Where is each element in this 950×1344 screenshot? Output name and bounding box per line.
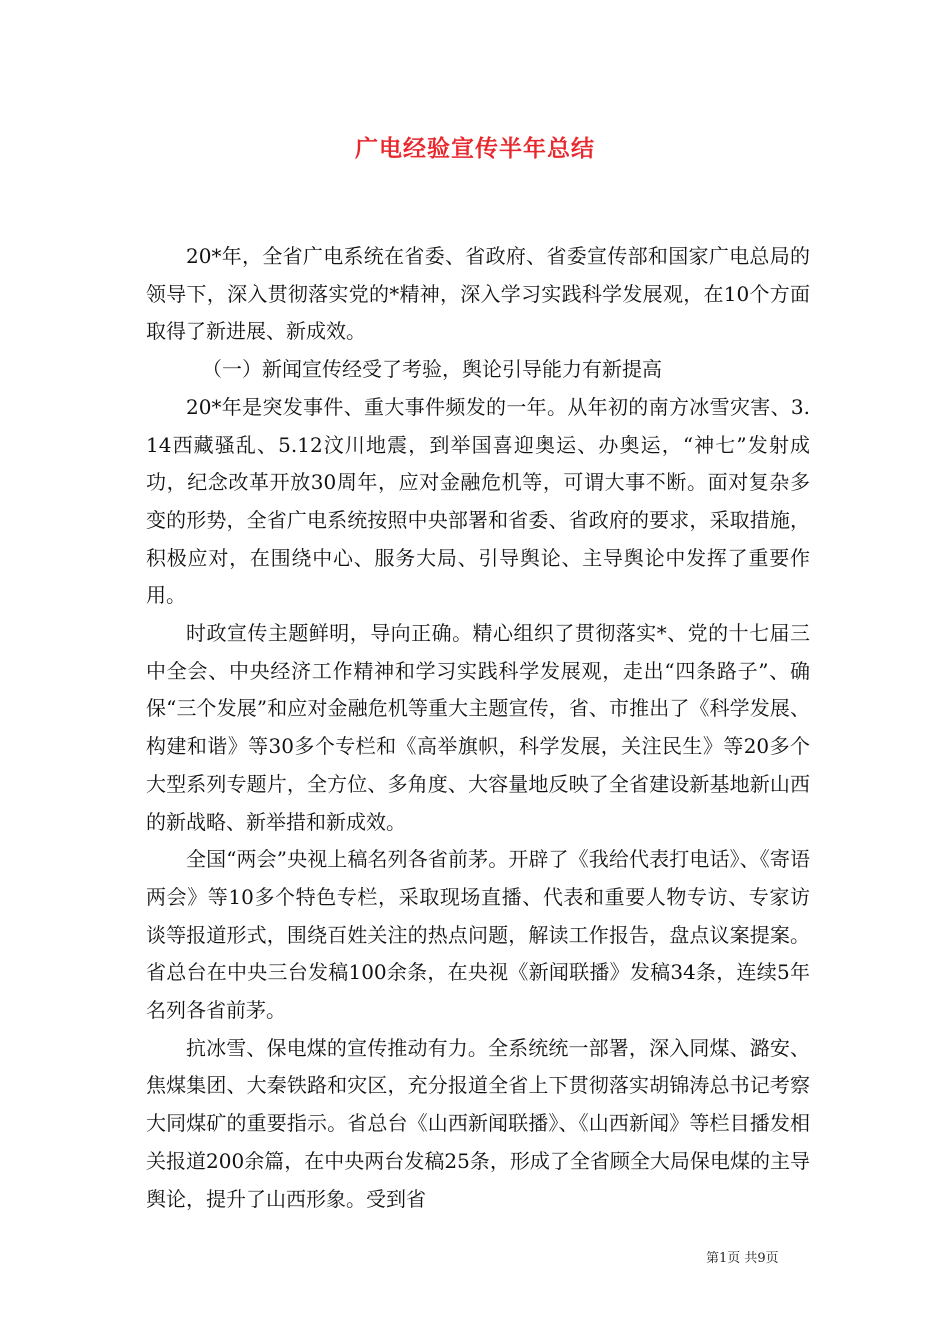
paragraph-events: 20*年是突发事件、重大事件频发的一年。从年初的南方冰雪灾害、3.14西藏骚乱、5.12汶川地震，到举国喜迎奥运、办奥运，“神七”发射成功，纪念改革开放30周年，应对金融危机等，可谓大事不断。面对复杂多变的形势，全省广电系统按照中央部署和省委、省政府的要求，采取措施，积极应对，在围绕中心、服务大局、引导舆论、主导舆论中发挥了重要作用。 xyxy=(146,394,810,608)
paragraph-two-sessions: 全国“两会”央视上稿名列各省前茅。开辟了《我给代表打电话》、《寄语两会》等10多个特色专栏，采取现场直播、代表和重要人物专访、专家访谈等报道形式，围绕百姓关注的热点问题，解读工作报告，盘点议案提案。省总台在中央三台发稿100余条，在央视《新闻联播》发稿34条，连续5年名列各省前茅。 xyxy=(146,847,810,1023)
paragraph-ice-snow: 抗冰雪、保电煤的宣传推动有力。全系统统一部署，深入同煤、潞安、焦煤集团、大秦铁路和灾区，充分报道全省上下贯彻落实胡锦涛总书记考察大同煤矿的重要指示。省总台《山西新闻联播》、《山西新闻》等栏目播发相关报道200余篇，在中央两台发稿25条，形成了全省顾全大局保电煤的主导舆论，提升了山西形象。受到省 xyxy=(146,1035,810,1211)
paragraph-political-publicity: 时政宣传主题鲜明，导向正确。精心组织了贯彻落实*、党的十七届三中全会、中央经济工作精神和学习实践科学发展观，走出“四条路子”、确保“三个发展”和应对金融危机等重大主题宣传，省、市推出了《科学发展、构建和谐》等30多个专栏和《高举旗帜，科学发展，关注民生》等20多个大型系列专题片，全方位、多角度、大容量地反映了全省建设新基地新山西的新战略、新举措和新成效。 xyxy=(146,621,810,834)
section-heading-1: （一）新闻宣传经受了考验，舆论引导能力有新提高 xyxy=(202,357,662,382)
page-number: 第1页 共9页 xyxy=(706,1251,779,1266)
paragraph-intro: 20*年，全省广电系统在省委、省政府、省委宣传部和国家广电总局的领导下，深入贯彻落实党的*精神，深入学习实践科学发展观，在10个方面取得了新进展、新成效。 xyxy=(146,244,810,344)
document-body xyxy=(146,238,810,1218)
document-title: 广电经验宣传半年总结 xyxy=(355,135,595,162)
